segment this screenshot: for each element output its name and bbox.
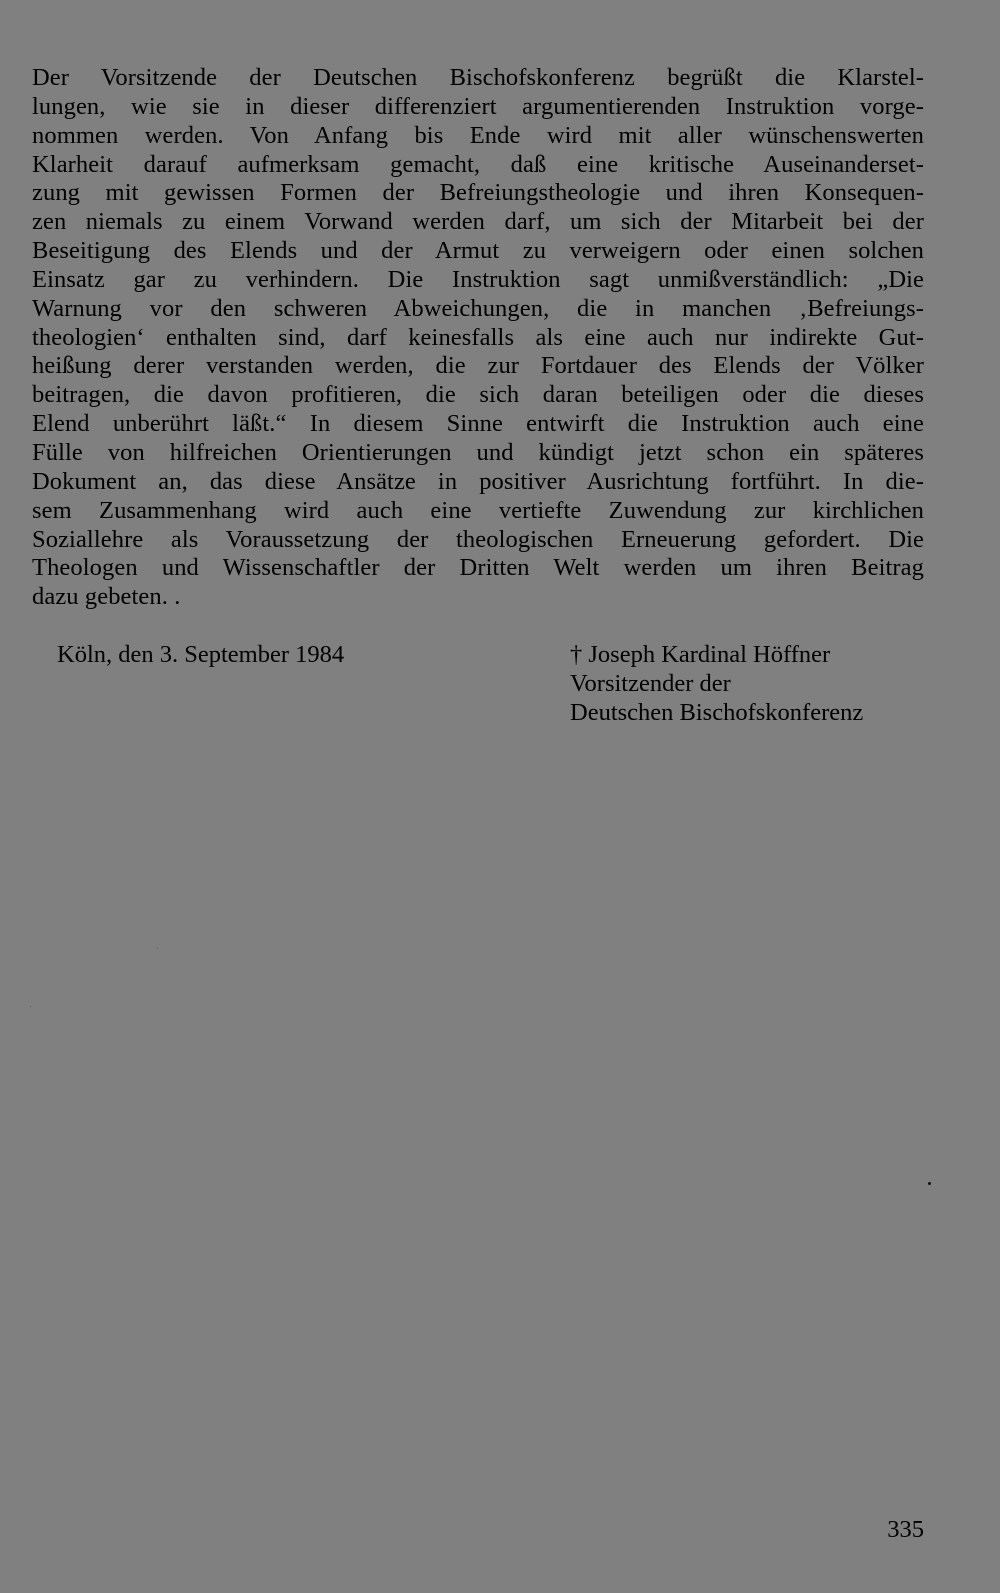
signature-title: Vorsitzender der	[570, 670, 731, 697]
closing-block	[0, 640, 1000, 740]
body-line: Dokument an, das diese Ansätze in positiver Ausrichtung fortführt. In die-	[32, 467, 924, 495]
body-line: Soziallehre als Voraussetzung der theologischen Erneuerung gefordert. Die	[32, 525, 924, 553]
body-line: Einsatz gar zu verhindern. Die Instruktion sagt unmißverständlich: „Die	[32, 265, 924, 293]
body-line: zen niemals zu einem Vorwand werden darf, um sich der Mitarbeit bei der	[32, 208, 924, 236]
body-line: beitragen, die davon profitieren, die sich daran beteiligen oder die dieses	[32, 381, 924, 409]
body-paragraph	[32, 64, 924, 612]
body-line: Klarheit darauf aufmerksam gemacht, daß eine kritische Auseinanderset-	[32, 150, 924, 178]
scan-speck	[928, 1182, 931, 1185]
body-line: dazu gebeten. .	[32, 583, 181, 611]
place-date: Köln, den 3. September 1984	[57, 641, 345, 668]
scan-speck	[30, 1006, 31, 1007]
body-line: Der Vorsitzende der Deutschen Bischofskonferenz begrüßt die Klarstel-	[32, 64, 924, 91]
body-line: Fülle von hilfreichen Orientierungen und kündigt jetzt schon ein späteres	[32, 438, 924, 466]
body-line: theologien‘ enthalten sind, darf keinesfalls als eine auch nur indirekte Gut-	[32, 323, 924, 351]
page-number: 335	[887, 1516, 924, 1543]
scan-speck	[157, 948, 158, 949]
body-line: nommen werden. Von Anfang bis Ende wird mit aller wünschenswerten	[32, 121, 924, 149]
signature-organization: Deutschen Bischofskonferenz	[570, 699, 864, 726]
body-line: Theologen und Wissenschaftler der Dritten Welt werden um ihren Beitrag	[32, 554, 924, 582]
body-line: sem Zusammenhang wird auch eine vertiefte Zuwendung zur kirchlichen	[32, 496, 924, 524]
body-line: heißung derer verstanden werden, die zur Fortdauer des Elends der Völker	[32, 352, 924, 380]
body-line: Beseitigung des Elends und der Armut zu verweigern oder einen solchen	[32, 237, 924, 265]
body-line: zung mit gewissen Formen der Befreiungstheologie und ihren Konsequen-	[32, 179, 924, 207]
body-line: lungen, wie sie in dieser differenziert argumentierenden Instruktion vorge-	[32, 92, 924, 120]
signature-name: † Joseph Kardinal Höffner	[570, 641, 831, 668]
signature-block	[570, 640, 930, 727]
body-line: Elend unberührt läßt.“ In diesem Sinne entwirft die Instruktion auch eine	[32, 410, 924, 438]
body-line: Warnung vor den schweren Abweichungen, die in manchen ‚Befreiungs-	[32, 294, 924, 322]
